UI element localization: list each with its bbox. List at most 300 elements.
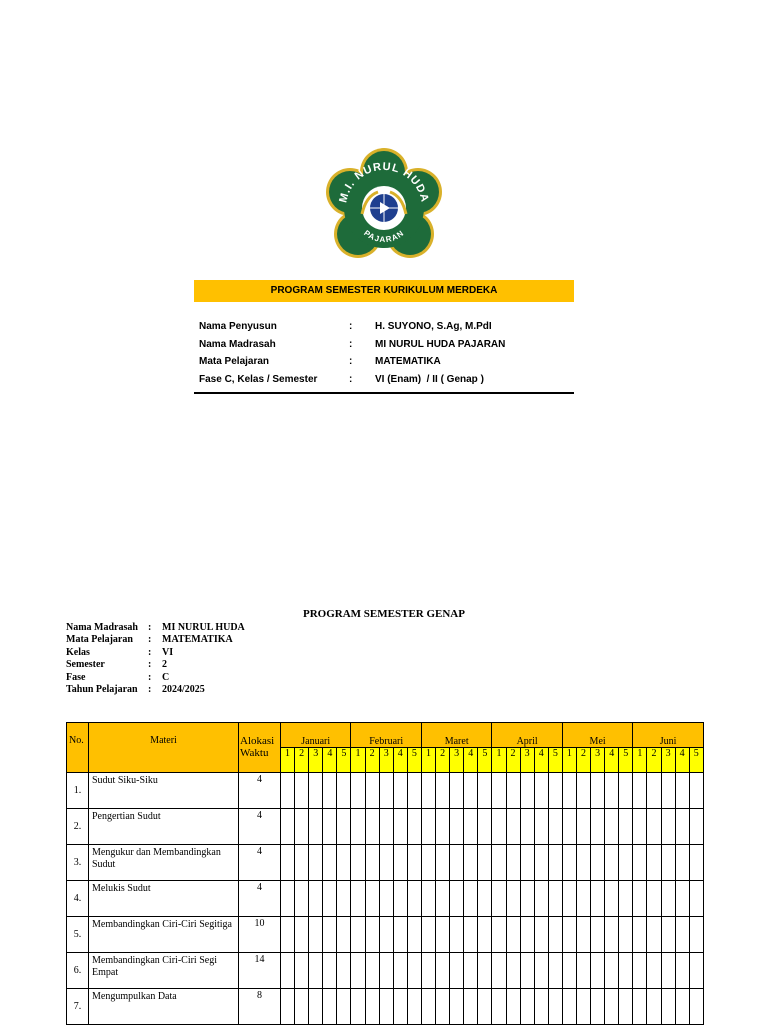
cover-info-label: Nama Penyusun bbox=[199, 321, 277, 333]
week-number: 2 bbox=[576, 748, 590, 773]
schedule-cell bbox=[689, 917, 703, 953]
table-row bbox=[67, 773, 704, 809]
schedule-cell bbox=[534, 809, 548, 845]
schedule-cell bbox=[295, 881, 309, 917]
schedule-cell bbox=[464, 773, 478, 809]
identity-label: Kelas bbox=[66, 646, 90, 658]
schedule-cell bbox=[337, 845, 351, 881]
schedule-cell bbox=[337, 917, 351, 953]
schedule-cell bbox=[450, 917, 464, 953]
schedule-cell bbox=[464, 989, 478, 1025]
row-number: 4. bbox=[67, 881, 89, 917]
schedule-cell bbox=[548, 773, 562, 809]
schedule-cell bbox=[506, 989, 520, 1025]
logo-top-text: M.I. NURUL HUDA bbox=[337, 160, 431, 204]
schedule-cell bbox=[337, 953, 351, 989]
week-number: 4 bbox=[393, 748, 407, 773]
schedule-cell bbox=[675, 989, 689, 1025]
schedule-cell bbox=[605, 989, 619, 1025]
week-number: 1 bbox=[633, 748, 647, 773]
identity-value: MI NURUL HUDA bbox=[162, 621, 245, 633]
schedule-cell bbox=[661, 953, 675, 989]
schedule-cell bbox=[689, 845, 703, 881]
schedule-cell bbox=[591, 917, 605, 953]
identity-label: Nama Madrasah bbox=[66, 621, 138, 633]
schedule-cell bbox=[478, 845, 492, 881]
schedule-cell bbox=[492, 881, 506, 917]
schedule-cell bbox=[548, 809, 562, 845]
schedule-cell bbox=[281, 989, 295, 1025]
schedule-cell bbox=[633, 917, 647, 953]
week-number: 3 bbox=[379, 748, 393, 773]
schedule-cell bbox=[576, 773, 590, 809]
schedule-cell bbox=[407, 989, 421, 1025]
schedule-cell bbox=[520, 845, 534, 881]
cover-banner-title: PROGRAM SEMESTER KURIKULUM MERDEKA bbox=[194, 280, 574, 302]
schedule-cell bbox=[337, 773, 351, 809]
schedule-cell bbox=[647, 881, 661, 917]
schedule-cell bbox=[492, 773, 506, 809]
schedule-cell bbox=[351, 989, 365, 1025]
schedule-cell bbox=[365, 845, 379, 881]
schedule-cell bbox=[492, 989, 506, 1025]
schedule-cell bbox=[576, 809, 590, 845]
identity-value: MATEMATIKA bbox=[162, 634, 233, 646]
row-number: 3. bbox=[67, 845, 89, 881]
schedule-cell bbox=[309, 773, 323, 809]
schedule-cell bbox=[407, 845, 421, 881]
header-alokasi: Alokasi Waktu bbox=[239, 723, 281, 773]
schedule-cell bbox=[309, 917, 323, 953]
week-number: 4 bbox=[534, 748, 548, 773]
schedule-cell bbox=[407, 953, 421, 989]
schedule-cell bbox=[506, 773, 520, 809]
schedule-cell bbox=[661, 989, 675, 1025]
schedule-cell bbox=[309, 881, 323, 917]
cover-info-separator: : bbox=[349, 321, 353, 333]
schedule-cell bbox=[548, 845, 562, 881]
schedule-cell bbox=[661, 917, 675, 953]
schedule-cell bbox=[379, 773, 393, 809]
schedule-cell bbox=[647, 989, 661, 1025]
week-number: 5 bbox=[689, 748, 703, 773]
week-number: 1 bbox=[351, 748, 365, 773]
schedule-cell bbox=[689, 881, 703, 917]
row-alokasi: 4 bbox=[239, 845, 281, 881]
schedule-cell bbox=[605, 917, 619, 953]
schedule-cell bbox=[450, 845, 464, 881]
row-alokasi: 4 bbox=[239, 773, 281, 809]
schedule-cell bbox=[576, 881, 590, 917]
schedule-cell bbox=[379, 917, 393, 953]
row-alokasi: 4 bbox=[239, 809, 281, 845]
schedule-cell bbox=[576, 989, 590, 1025]
identity-row bbox=[66, 634, 245, 647]
schedule-cell bbox=[464, 809, 478, 845]
schedule-cell bbox=[619, 845, 633, 881]
schedule-cell bbox=[591, 989, 605, 1025]
row-number: 1. bbox=[67, 773, 89, 809]
schedule-cell bbox=[619, 809, 633, 845]
schedule-cell bbox=[548, 917, 562, 953]
semester-schedule-table bbox=[66, 722, 704, 1025]
schedule-cell bbox=[295, 809, 309, 845]
schedule-cell bbox=[548, 881, 562, 917]
schedule-cell bbox=[562, 917, 576, 953]
schedule-cell bbox=[421, 917, 435, 953]
schedule-cell bbox=[534, 953, 548, 989]
schedule-cell bbox=[520, 881, 534, 917]
schedule-cell bbox=[619, 917, 633, 953]
schedule-cell bbox=[605, 881, 619, 917]
schedule-cell bbox=[506, 881, 520, 917]
schedule-cell bbox=[421, 953, 435, 989]
schedule-cell bbox=[323, 809, 337, 845]
schedule-cell bbox=[689, 809, 703, 845]
week-number: 2 bbox=[365, 748, 379, 773]
schedule-cell bbox=[633, 845, 647, 881]
schedule-cell bbox=[562, 881, 576, 917]
schedule-cell bbox=[605, 953, 619, 989]
schedule-cell bbox=[562, 773, 576, 809]
schedule-cell bbox=[351, 845, 365, 881]
schedule-cell bbox=[365, 917, 379, 953]
week-number: 5 bbox=[478, 748, 492, 773]
row-materi: Melukis Sudut bbox=[89, 881, 239, 917]
schedule-cell bbox=[605, 773, 619, 809]
schedule-cell bbox=[379, 881, 393, 917]
cover-info-separator: : bbox=[349, 338, 353, 350]
schedule-cell bbox=[591, 845, 605, 881]
schedule-cell bbox=[379, 809, 393, 845]
schedule-cell bbox=[450, 809, 464, 845]
schedule-cell bbox=[295, 989, 309, 1025]
cover-info-label: Mata Pelajaran bbox=[199, 356, 270, 368]
week-number: 5 bbox=[337, 748, 351, 773]
schedule-cell bbox=[633, 989, 647, 1025]
schedule-cell bbox=[365, 809, 379, 845]
month-header-februari: Februari bbox=[351, 723, 421, 748]
week-number: 4 bbox=[605, 748, 619, 773]
week-number: 3 bbox=[591, 748, 605, 773]
identity-separator: : bbox=[148, 621, 152, 633]
row-alokasi: 10 bbox=[239, 917, 281, 953]
cover-info-row bbox=[194, 318, 574, 336]
logo-bottom-text: PAJARAN bbox=[362, 228, 406, 245]
identity-label: Mata Pelajaran bbox=[66, 634, 133, 646]
week-number: 5 bbox=[407, 748, 421, 773]
schedule-cell bbox=[647, 917, 661, 953]
schedule-cell bbox=[295, 953, 309, 989]
row-alokasi: 4 bbox=[239, 881, 281, 917]
schedule-cell bbox=[562, 809, 576, 845]
row-number: 5. bbox=[67, 917, 89, 953]
schedule-cell bbox=[281, 809, 295, 845]
cover-info-value: MATEMATIKA bbox=[375, 356, 441, 368]
schedule-cell bbox=[351, 773, 365, 809]
schedule-cell bbox=[478, 881, 492, 917]
schedule-cell bbox=[323, 989, 337, 1025]
week-number: 4 bbox=[323, 748, 337, 773]
schedule-cell bbox=[393, 773, 407, 809]
schedule-cell bbox=[591, 953, 605, 989]
schedule-cell bbox=[365, 953, 379, 989]
schedule-cell bbox=[337, 881, 351, 917]
schedule-cell bbox=[534, 989, 548, 1025]
schedule-cell bbox=[675, 881, 689, 917]
schedule-cell bbox=[562, 989, 576, 1025]
schedule-cell bbox=[323, 773, 337, 809]
week-number: 1 bbox=[421, 748, 435, 773]
identity-value: 2024/2025 bbox=[162, 684, 205, 696]
schedule-cell bbox=[689, 989, 703, 1025]
row-alokasi: 8 bbox=[239, 989, 281, 1025]
schedule-cell bbox=[393, 809, 407, 845]
schedule-cell bbox=[351, 881, 365, 917]
schedule-cell bbox=[548, 953, 562, 989]
header-materi: Materi bbox=[89, 723, 239, 773]
schedule-cell bbox=[675, 953, 689, 989]
schedule-cell bbox=[675, 845, 689, 881]
schedule-cell bbox=[436, 989, 450, 1025]
schedule-cell bbox=[576, 845, 590, 881]
schedule-cell bbox=[309, 845, 323, 881]
identity-separator: : bbox=[148, 684, 152, 696]
schedule-cell bbox=[647, 773, 661, 809]
schedule-cell bbox=[450, 773, 464, 809]
row-materi: Sudut Siku-Siku bbox=[89, 773, 239, 809]
week-number: 5 bbox=[548, 748, 562, 773]
schedule-cell bbox=[393, 845, 407, 881]
schedule-cell bbox=[548, 989, 562, 1025]
schedule-cell bbox=[464, 881, 478, 917]
schedule-cell bbox=[506, 917, 520, 953]
cover-info-label: Nama Madrasah bbox=[199, 338, 276, 350]
schedule-cell bbox=[520, 989, 534, 1025]
identity-row bbox=[66, 671, 245, 684]
schedule-cell bbox=[633, 809, 647, 845]
identity-separator: : bbox=[148, 671, 152, 683]
schedule-cell bbox=[675, 773, 689, 809]
schedule-cell bbox=[421, 845, 435, 881]
identity-separator: : bbox=[148, 646, 152, 658]
schedule-cell bbox=[478, 917, 492, 953]
schedule-cell bbox=[351, 809, 365, 845]
schedule-cell bbox=[281, 917, 295, 953]
schedule-cell bbox=[436, 809, 450, 845]
row-number: 7. bbox=[67, 989, 89, 1025]
schedule-cell bbox=[450, 989, 464, 1025]
schedule-cell bbox=[661, 881, 675, 917]
schedule-cell bbox=[478, 809, 492, 845]
schedule-cell bbox=[323, 917, 337, 953]
cover-info-block bbox=[194, 318, 574, 394]
schedule-cell bbox=[619, 989, 633, 1025]
row-materi: Mengukur dan Membandingkan Sudut bbox=[89, 845, 239, 881]
identity-row bbox=[66, 684, 245, 697]
month-header-mei: Mei bbox=[562, 723, 632, 748]
week-number: 5 bbox=[619, 748, 633, 773]
row-alokasi: 14 bbox=[239, 953, 281, 989]
schedule-cell bbox=[605, 809, 619, 845]
table-row bbox=[67, 953, 704, 989]
month-header-januari: Januari bbox=[281, 723, 351, 748]
schedule-cell bbox=[605, 845, 619, 881]
schedule-cell bbox=[295, 917, 309, 953]
week-number: 1 bbox=[492, 748, 506, 773]
schedule-cell bbox=[421, 989, 435, 1025]
week-number: 3 bbox=[450, 748, 464, 773]
row-number: 6. bbox=[67, 953, 89, 989]
month-header-maret: Maret bbox=[421, 723, 491, 748]
schedule-cell bbox=[689, 953, 703, 989]
schedule-cell bbox=[365, 881, 379, 917]
schedule-cell bbox=[464, 845, 478, 881]
schedule-cell bbox=[478, 953, 492, 989]
schedule-cell bbox=[478, 773, 492, 809]
cover-info-value: H. SUYONO, S.Ag, M.PdI bbox=[375, 321, 492, 333]
schedule-cell bbox=[534, 917, 548, 953]
schedule-cell bbox=[323, 881, 337, 917]
identity-label: Tahun Pelajaran bbox=[66, 684, 138, 696]
schedule-cell bbox=[379, 989, 393, 1025]
table-header-row bbox=[67, 723, 704, 748]
week-number: 2 bbox=[506, 748, 520, 773]
schedule-cell bbox=[323, 845, 337, 881]
schedule-cell bbox=[436, 917, 450, 953]
month-header-april: April bbox=[492, 723, 562, 748]
week-number: 4 bbox=[464, 748, 478, 773]
schedule-cell bbox=[478, 989, 492, 1025]
schedule-cell bbox=[591, 773, 605, 809]
schedule-cell bbox=[633, 773, 647, 809]
schedule-cell bbox=[407, 881, 421, 917]
schedule-cell bbox=[281, 953, 295, 989]
schedule-cell bbox=[379, 953, 393, 989]
schedule-cell bbox=[436, 845, 450, 881]
schedule-cell bbox=[576, 917, 590, 953]
schedule-cell bbox=[393, 881, 407, 917]
table-row bbox=[67, 809, 704, 845]
schedule-cell bbox=[562, 845, 576, 881]
schedule-cell bbox=[281, 845, 295, 881]
schedule-cell bbox=[309, 953, 323, 989]
schedule-cell bbox=[281, 773, 295, 809]
cover-info-value: VI (Enam) / II ( Genap ) bbox=[375, 373, 484, 385]
identity-row bbox=[66, 646, 245, 659]
week-number: 1 bbox=[562, 748, 576, 773]
table-row bbox=[67, 881, 704, 917]
cover-info-row bbox=[194, 371, 574, 389]
header-no: No. bbox=[67, 723, 89, 773]
schedule-cell bbox=[323, 953, 337, 989]
identity-row bbox=[66, 659, 245, 672]
schedule-cell bbox=[576, 953, 590, 989]
week-number: 3 bbox=[661, 748, 675, 773]
schedule-cell bbox=[421, 773, 435, 809]
identity-value: C bbox=[162, 671, 170, 683]
schedule-cell bbox=[436, 953, 450, 989]
identity-separator: : bbox=[148, 634, 152, 646]
table-row bbox=[67, 989, 704, 1025]
schedule-cell bbox=[281, 881, 295, 917]
schedule-cell bbox=[506, 845, 520, 881]
schedule-cell bbox=[647, 809, 661, 845]
cover-info-row bbox=[194, 353, 574, 371]
schedule-cell bbox=[506, 809, 520, 845]
schedule-cell bbox=[520, 953, 534, 989]
schedule-cell bbox=[295, 773, 309, 809]
schedule-cell bbox=[309, 809, 323, 845]
identity-value: VI bbox=[162, 646, 174, 658]
week-number: 2 bbox=[647, 748, 661, 773]
row-number: 2. bbox=[67, 809, 89, 845]
schedule-cell bbox=[534, 845, 548, 881]
schedule-cell bbox=[619, 881, 633, 917]
schedule-cell bbox=[675, 809, 689, 845]
schedule-cell bbox=[351, 953, 365, 989]
schedule-cell bbox=[464, 953, 478, 989]
schedule-cell bbox=[619, 953, 633, 989]
identity-row bbox=[66, 621, 245, 634]
schedule-cell bbox=[520, 809, 534, 845]
schedule-cell bbox=[591, 809, 605, 845]
week-number: 3 bbox=[520, 748, 534, 773]
schedule-cell bbox=[562, 953, 576, 989]
schedule-cell bbox=[647, 845, 661, 881]
week-number: 4 bbox=[675, 748, 689, 773]
identity-label: Semester bbox=[66, 659, 105, 671]
schedule-cell bbox=[393, 989, 407, 1025]
row-materi: Membandingkan Ciri-Ciri Segi Empat bbox=[89, 953, 239, 989]
madrasah-logo bbox=[322, 148, 446, 266]
schedule-cell bbox=[436, 773, 450, 809]
schedule-cell bbox=[520, 917, 534, 953]
schedule-cell bbox=[295, 845, 309, 881]
program-identity bbox=[66, 621, 245, 696]
program-title: PROGRAM SEMESTER GENAP bbox=[303, 608, 465, 620]
week-number: 2 bbox=[436, 748, 450, 773]
schedule-cell bbox=[661, 809, 675, 845]
schedule-cell bbox=[534, 773, 548, 809]
schedule-cell bbox=[393, 953, 407, 989]
cover-info-label: Fase C, Kelas / Semester bbox=[199, 373, 318, 385]
schedule-cell bbox=[661, 773, 675, 809]
schedule-cell bbox=[689, 773, 703, 809]
table-row bbox=[67, 917, 704, 953]
schedule-cell bbox=[450, 953, 464, 989]
row-materi: Membandingkan Ciri-Ciri Segitiga bbox=[89, 917, 239, 953]
cover-info-separator: : bbox=[349, 356, 353, 368]
schedule-cell bbox=[379, 845, 393, 881]
schedule-cell bbox=[675, 917, 689, 953]
schedule-cell bbox=[393, 917, 407, 953]
schedule-cell bbox=[407, 773, 421, 809]
schedule-cell bbox=[337, 989, 351, 1025]
schedule-cell bbox=[351, 917, 365, 953]
schedule-cell bbox=[492, 917, 506, 953]
schedule-cell bbox=[464, 917, 478, 953]
schedule-cell bbox=[450, 881, 464, 917]
schedule-cell bbox=[492, 953, 506, 989]
schedule-cell bbox=[661, 845, 675, 881]
week-number: 3 bbox=[309, 748, 323, 773]
schedule-cell bbox=[506, 953, 520, 989]
schedule-cell bbox=[633, 881, 647, 917]
identity-value: 2 bbox=[162, 659, 167, 671]
cover-info-separator: : bbox=[349, 373, 353, 385]
cover-info-row bbox=[194, 336, 574, 354]
